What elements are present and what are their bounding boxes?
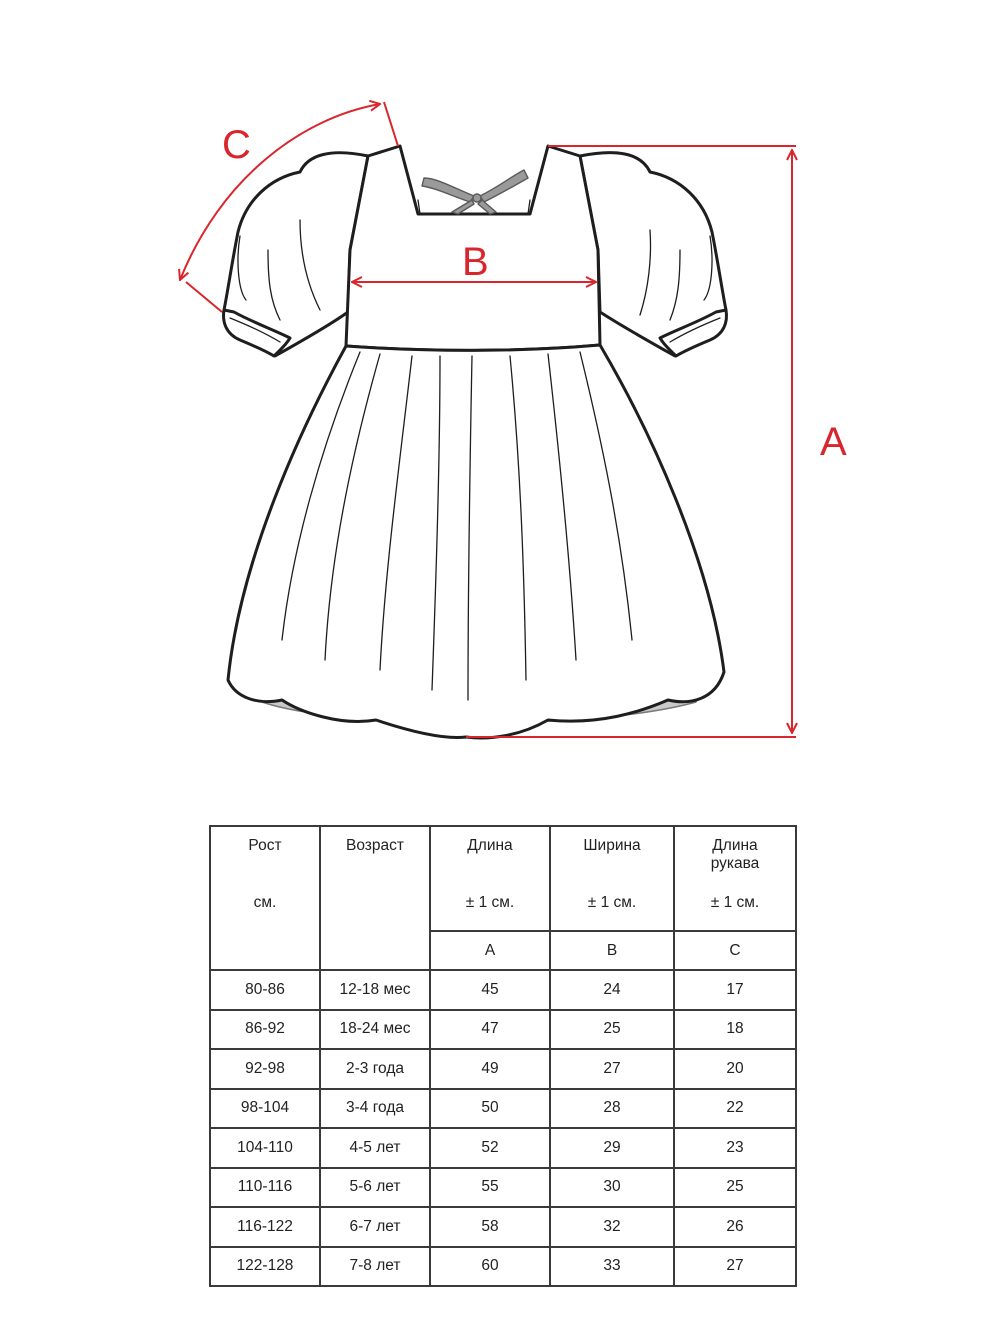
table-cell: 52 [430,1128,550,1168]
table-row [210,1128,796,1168]
table-cell: 18 [674,1010,796,1050]
table-cell: 28 [550,1089,674,1129]
label-c: C [222,123,251,167]
header-height: Рост см. [210,826,320,970]
header-length: Длина ± 1 см. [430,826,550,931]
label-b: B [462,240,489,284]
letter-c: C [674,931,796,970]
table-cell: 80-86 [210,970,320,1010]
table-cell: 104-110 [210,1128,320,1168]
table-cell: 25 [674,1168,796,1208]
table-row [210,1168,796,1208]
table-body [210,970,796,1286]
table-cell: 30 [550,1168,674,1208]
table-cell: 3-4 года [320,1089,430,1129]
letter-b: B [550,931,674,970]
table-cell: 86-92 [210,1010,320,1050]
bow-icon [422,170,528,214]
table-cell: 23 [674,1128,796,1168]
table-cell: 6-7 лет [320,1207,430,1247]
table-row [210,1089,796,1129]
table-row [210,1247,796,1287]
table-cell: 47 [430,1010,550,1050]
table-cell: 27 [674,1247,796,1287]
table-cell: 33 [550,1247,674,1287]
table-cell: 22 [674,1089,796,1129]
table-cell: 29 [550,1128,674,1168]
table-cell: 2-3 года [320,1049,430,1089]
header-width: Ширина ± 1 см. [550,826,674,931]
letter-a: A [430,931,550,970]
table-cell: 58 [430,1207,550,1247]
table-cell: 18-24 мес [320,1010,430,1050]
table-cell: 110-116 [210,1168,320,1208]
table-cell: 32 [550,1207,674,1247]
table-cell: 45 [430,970,550,1010]
table-row [210,1207,796,1247]
table-cell: 17 [674,970,796,1010]
table-cell: 49 [430,1049,550,1089]
label-a: A [820,420,847,464]
table-cell: 92-98 [210,1049,320,1089]
table-cell: 60 [430,1247,550,1287]
table-cell: 5-6 лет [320,1168,430,1208]
table-cell: 122-128 [210,1247,320,1287]
table-cell: 12-18 мес [320,970,430,1010]
table-cell: 4-5 лет [320,1128,430,1168]
table-row [210,970,796,1010]
size-table [209,825,797,1287]
table-cell: 25 [550,1010,674,1050]
table-cell: 50 [430,1089,550,1129]
table-cell: 27 [550,1049,674,1089]
skirt [228,345,724,738]
table-cell: 7-8 лет [320,1247,430,1287]
table-cell: 116-122 [210,1207,320,1247]
header-age: Возраст [320,826,430,970]
dress-outline [224,146,727,738]
header-sleeve-length: Длина рукава ± 1 см. [674,826,796,931]
table-cell: 24 [550,970,674,1010]
table-row [210,1049,796,1089]
header-row [210,826,796,931]
table-cell: 20 [674,1049,796,1089]
table-cell: 98-104 [210,1089,320,1129]
table-cell: 55 [430,1168,550,1208]
table-row [210,1010,796,1050]
table-cell: 26 [674,1207,796,1247]
